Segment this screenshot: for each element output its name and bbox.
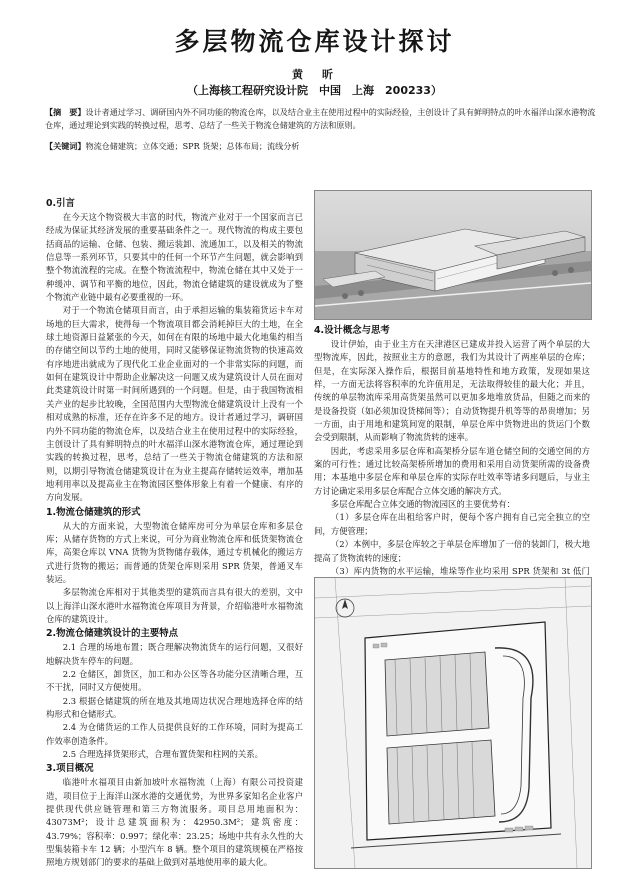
section-heading: 0.引言 — [46, 198, 75, 209]
abstract-block — [45, 106, 597, 153]
paragraph: 2.5 合理选择货架形式，合理布置货架和柱网的关系。 — [62, 749, 264, 760]
paragraph: 对于一个物流仓储项目而言，由于承担运输的集装箱货运卡车对场地的巨大需求，使得每一个物流项目都会消耗掉巨大的土地，在全球土地资源日益紧张的今天，如何在有限的场地中最大化地集约相当的存储空间以节约土地的使用，同时又能够保证物流货物的快速高效有序地进出就成为了现代化工业企业面对的一个非常实际的问题，而如何在建筑设计中帮助企业解决这一问题又成为建筑设计人员在面对此类建筑设计时第一时间所遇到的一个问题。但是，由于我国物流相关产业的起步比较晚，全国范围内大型物流仓储建筑设计上没有一个相对成熟的标准，还存在许多不足的地方。设计者通过学习，调研国内外不同功能的物流仓库，以及结合业主在使用过程中的实际经验，主创设计了具有鲜明特点的叶水福洋山深水港物流仓库，通过理论到实践的转换过程，思考，总结了一些关于物流仓储建筑的方法和原则，以期引导物流仓储建筑设计在为业主提高存储转运效率，增加基地利用率以及提高业主在物流园区整体形象上有着一个健康、有序的方向发展。 — [46, 305, 303, 503]
paragraph: 设计伊始，由于业主方在天津港区已建成并投入运营了两个单层的大型物流库，因此，按照业主方的意愿，我们为其设计了两座单层的仓库；但是，在实际深入操作后，根据目前基地特性和地方政策，发现如果这样，一方面无法将容积率的允许值用足，无法取得较佳的最大化；并且，传统的单层物流库采用高货架虽然可以更加多地堆放货品，但随之而来的是设备投资（如必须加设货梯间等）；自动货物提升机等等的昂贵增加；另一方面，由于用地和建筑间宽的限制，单层仓库中货物进出的货运门个数会受到限制，从而影响了物流货转的速率。 — [314, 339, 590, 443]
paragraph: 多层仓库配合立体交通的物流园区的主要优势有： — [330, 499, 516, 510]
keywords — [45, 140, 597, 153]
site-plan-figure — [314, 577, 592, 869]
section-heading: 3.项目概况 — [46, 763, 94, 775]
keywords-text: 物流仓储建筑；立体交通；SPR 货架；总体布局；流线分析 — [85, 141, 300, 151]
paragraph: 从大的方面来说，大型物流仓储库房可分为单层仓库和多层仓库；从储存货物的方式上来说，可分为商业物流仓库和低货架物流仓库，高架仓库以 VNA 货物为货物储存载体，通过专机械化的搬运方式进行货物的搬运；而普通的货架仓库则采用 SPR 货架，普通叉车装运。 — [46, 520, 303, 584]
left-column — [46, 196, 303, 870]
paragraph: 多层物流仓库相对于其他类型的建筑而言具有很大的差别，文中以上海洋山深水港叶水福物流仓库项目为背景，介绍临港叶水福物流仓库的建筑设计。 — [46, 587, 303, 624]
paragraph: 在今天这个物资极大丰富的时代，物流产业对于一个国家而言已经成为保证其经济发展的重要基础条件之一。现代物流的构成主要包括商品的运输、仓储、包装、搬运装卸、流通加工，以及相关的物流信息等一系列环节，只要其中的任何一个环节产生问题，就会影响到整个物流流程的完成。在整个物流流程中，物流仓储在其中又处于一种缓冲、调节和平衡的地位，因此，物流仓储建筑的建设就成为了整个物流产业链中最有必要重视的一环。 — [46, 212, 303, 303]
abstract-label: 【摘 要】 — [45, 107, 86, 117]
affiliation: （上海核工程研究设计院 中国 上海 200233） — [187, 84, 442, 97]
section-heading: 1.物流仓储建筑的形式 — [46, 506, 141, 518]
paragraph: 因此，考虑采用多层仓库和高架桥分层车道仓储空间的交通空间的方案的可行性；通过比较高架桥所增加的费用和采用自动货架所需的设备费用；本基地中多层仓库和单层仓库的实际存吐效率等诸多问题后，与业主方讨论确定采用多层仓库配合立体交通的解决方式。 — [314, 445, 590, 496]
section-heading: 4.设计概念与思考 — [314, 325, 390, 336]
paragraph: 2.2 仓储区，卸货区，加工和办公区等各功能分区清晰合理，互不干扰，同时又方便使用。 — [46, 669, 303, 693]
author: 黄 昕 — [292, 68, 337, 81]
paper-title: 多层物流仓库设计探讨 — [174, 27, 455, 56]
paragraph: （3）库内货物的水平运输，堆垛等作业均采用 SPR 货架和 3t 低门 — [330, 565, 590, 576]
paragraph: （1）多层仓库在出租给客户时，便每个客户拥有自己完全独立的空间，方便管理； — [314, 512, 590, 536]
keywords-label: 【关键词】 — [45, 141, 86, 151]
paragraph: 2.1 合理的场地布置；既合理解决物流货车的运行问题，又很好地解决货车停车的问题。 — [46, 642, 303, 666]
aerial-rendering-figure — [314, 190, 592, 320]
right-column — [314, 323, 590, 621]
paragraph: 2.4 为仓储货运的工作人员提供良好的工作环境，同时为提高工作效率创造条件。 — [46, 722, 303, 746]
paragraph: 2.3 根据仓储建筑的所在地及其地周边状况合理地选择仓库的结构形式和仓储形式。 — [46, 695, 303, 720]
site-plan-image — [315, 578, 591, 868]
paragraph: （2）本例中，多层仓库较之于单层仓库增加了一倍的装卸门，极大地提高了货物流转的速度； — [314, 539, 590, 563]
section-heading: 2.物流仓储建筑设计的主要特点 — [46, 628, 178, 640]
abstract — [45, 106, 597, 131]
paragraph: 临港叶水福项目由新加坡叶水福物流（上海）有限公司投资建造，项目位于上海洋山深水港的交通优势，为世界多家知名企业客户提供现代供应链管理和第三方物流服务。项目总用地面积为：43073M²；设计总建筑面积为：42950.3M²；建筑密度：43.79%；容积率：0.997；绿化率：23.25；场地中共有永久性的大型集装箱卡车 12 辆；小型汽车 8 辆。整个项目的建筑规模在严格按照地方规划部门的要求的基础上做到对基地使用率的最大化。 — [46, 777, 303, 868]
aerial-rendering-image — [315, 191, 591, 319]
abstract-text: 设计者通过学习、调研国内外不同功能的物流仓库，以及结合业主在使用过程中的实际经验，主创设计了具有鲜明特点的叶水福洋山深水港物流仓库，通过理论到实践的转换过程，思考、总结了一些关于物流仓储建筑的方法和原则。 — [45, 107, 596, 130]
